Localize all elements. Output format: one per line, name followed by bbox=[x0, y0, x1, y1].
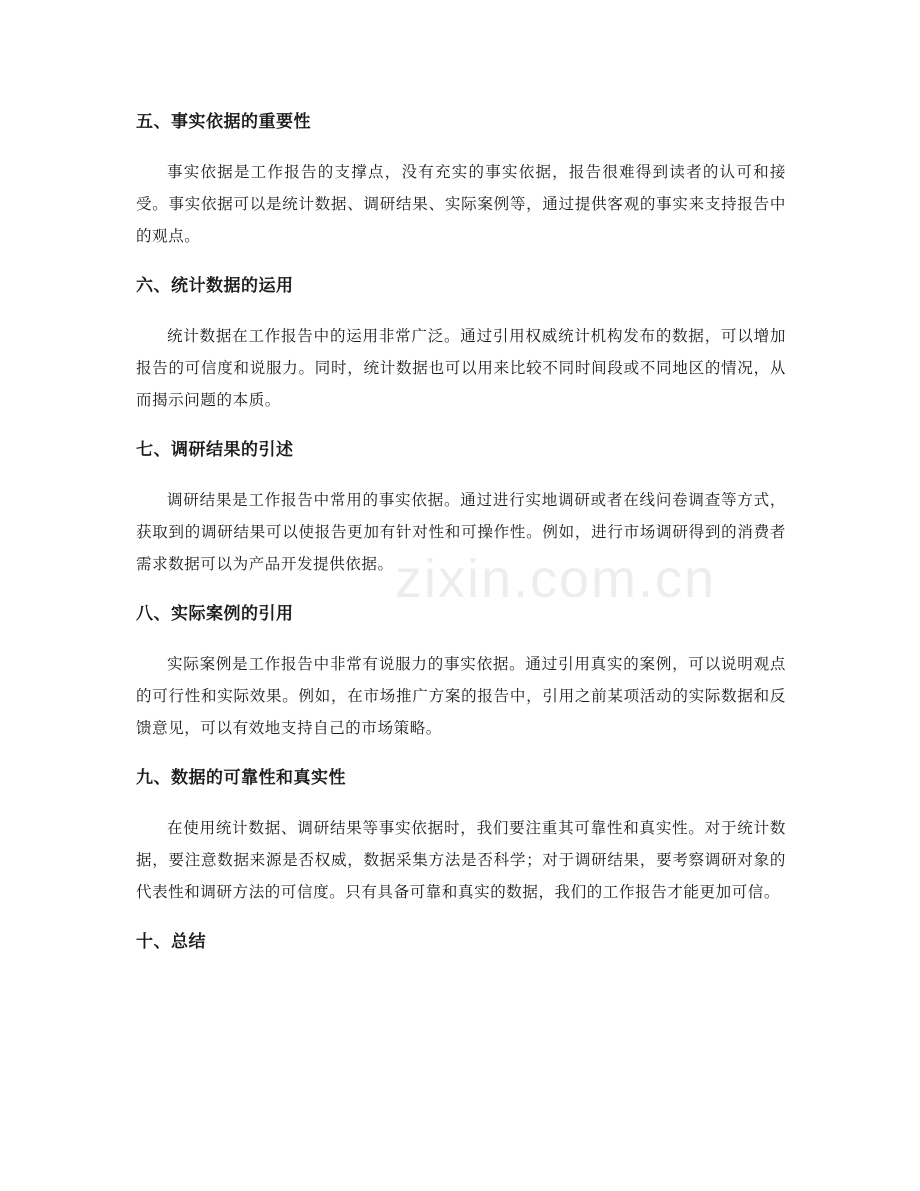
document-content bbox=[136, 108, 786, 976]
section-paragraph: 实际案例是工作报告中非常有说服力的事实依据。通过引用真实的案例，可以说明观点的可行性和实际效果。例如，在市场推广方案的报告中，引用之前某项活动的实际数据和反馈意见，可以有效地支持自己的市场策略。 bbox=[136, 655, 786, 737]
section-6 bbox=[136, 272, 786, 416]
section-heading: 八、实际案例的引用 bbox=[136, 604, 294, 624]
section-heading: 十、总结 bbox=[136, 932, 206, 952]
section-paragraph: 统计数据在工作报告中的运用非常广泛。通过引用权威统计机构发布的数据，可以增加报告的可信度和说服力。同时，统计数据也可以用来比较不同时间段或不同地区的情况，从而揭示问题的本质。 bbox=[136, 327, 786, 409]
section-9 bbox=[136, 764, 786, 908]
section-10 bbox=[136, 928, 786, 956]
section-paragraph: 在使用统计数据、调研结果等事实依据时，我们要注重其可靠性和真实性。对于统计数据，要注意数据来源是否权威，数据采集方法是否科学；对于调研结果，要考察调研对象的代表性和调研方法的可信度。只有具备可靠和真实的数据，我们的工作报告才能更加可信。 bbox=[136, 819, 786, 901]
section-7 bbox=[136, 436, 786, 580]
section-8 bbox=[136, 600, 786, 744]
section-paragraph: 事实依据是工作报告的支撑点，没有充实的事实依据，报告很难得到读者的认可和接受。事实依据可以是统计数据、调研结果、实际案例等，通过提供客观的事实来支持报告中的观点。 bbox=[136, 163, 786, 245]
section-heading: 六、统计数据的运用 bbox=[136, 276, 294, 296]
section-5 bbox=[136, 108, 786, 252]
section-paragraph: 调研结果是工作报告中常用的事实依据。通过进行实地调研或者在线问卷调查等方式，获取到的调研结果可以使报告更加有针对性和可操作性。例如，进行市场调研得到的消费者需求数据可以为产品开发提供依据。 bbox=[136, 491, 786, 573]
watermark-text: zixin.com.cn bbox=[395, 549, 717, 609]
section-heading: 七、调研结果的引述 bbox=[136, 440, 294, 460]
section-heading: 九、数据的可靠性和真实性 bbox=[136, 768, 346, 788]
section-heading: 五、事实依据的重要性 bbox=[136, 112, 311, 132]
